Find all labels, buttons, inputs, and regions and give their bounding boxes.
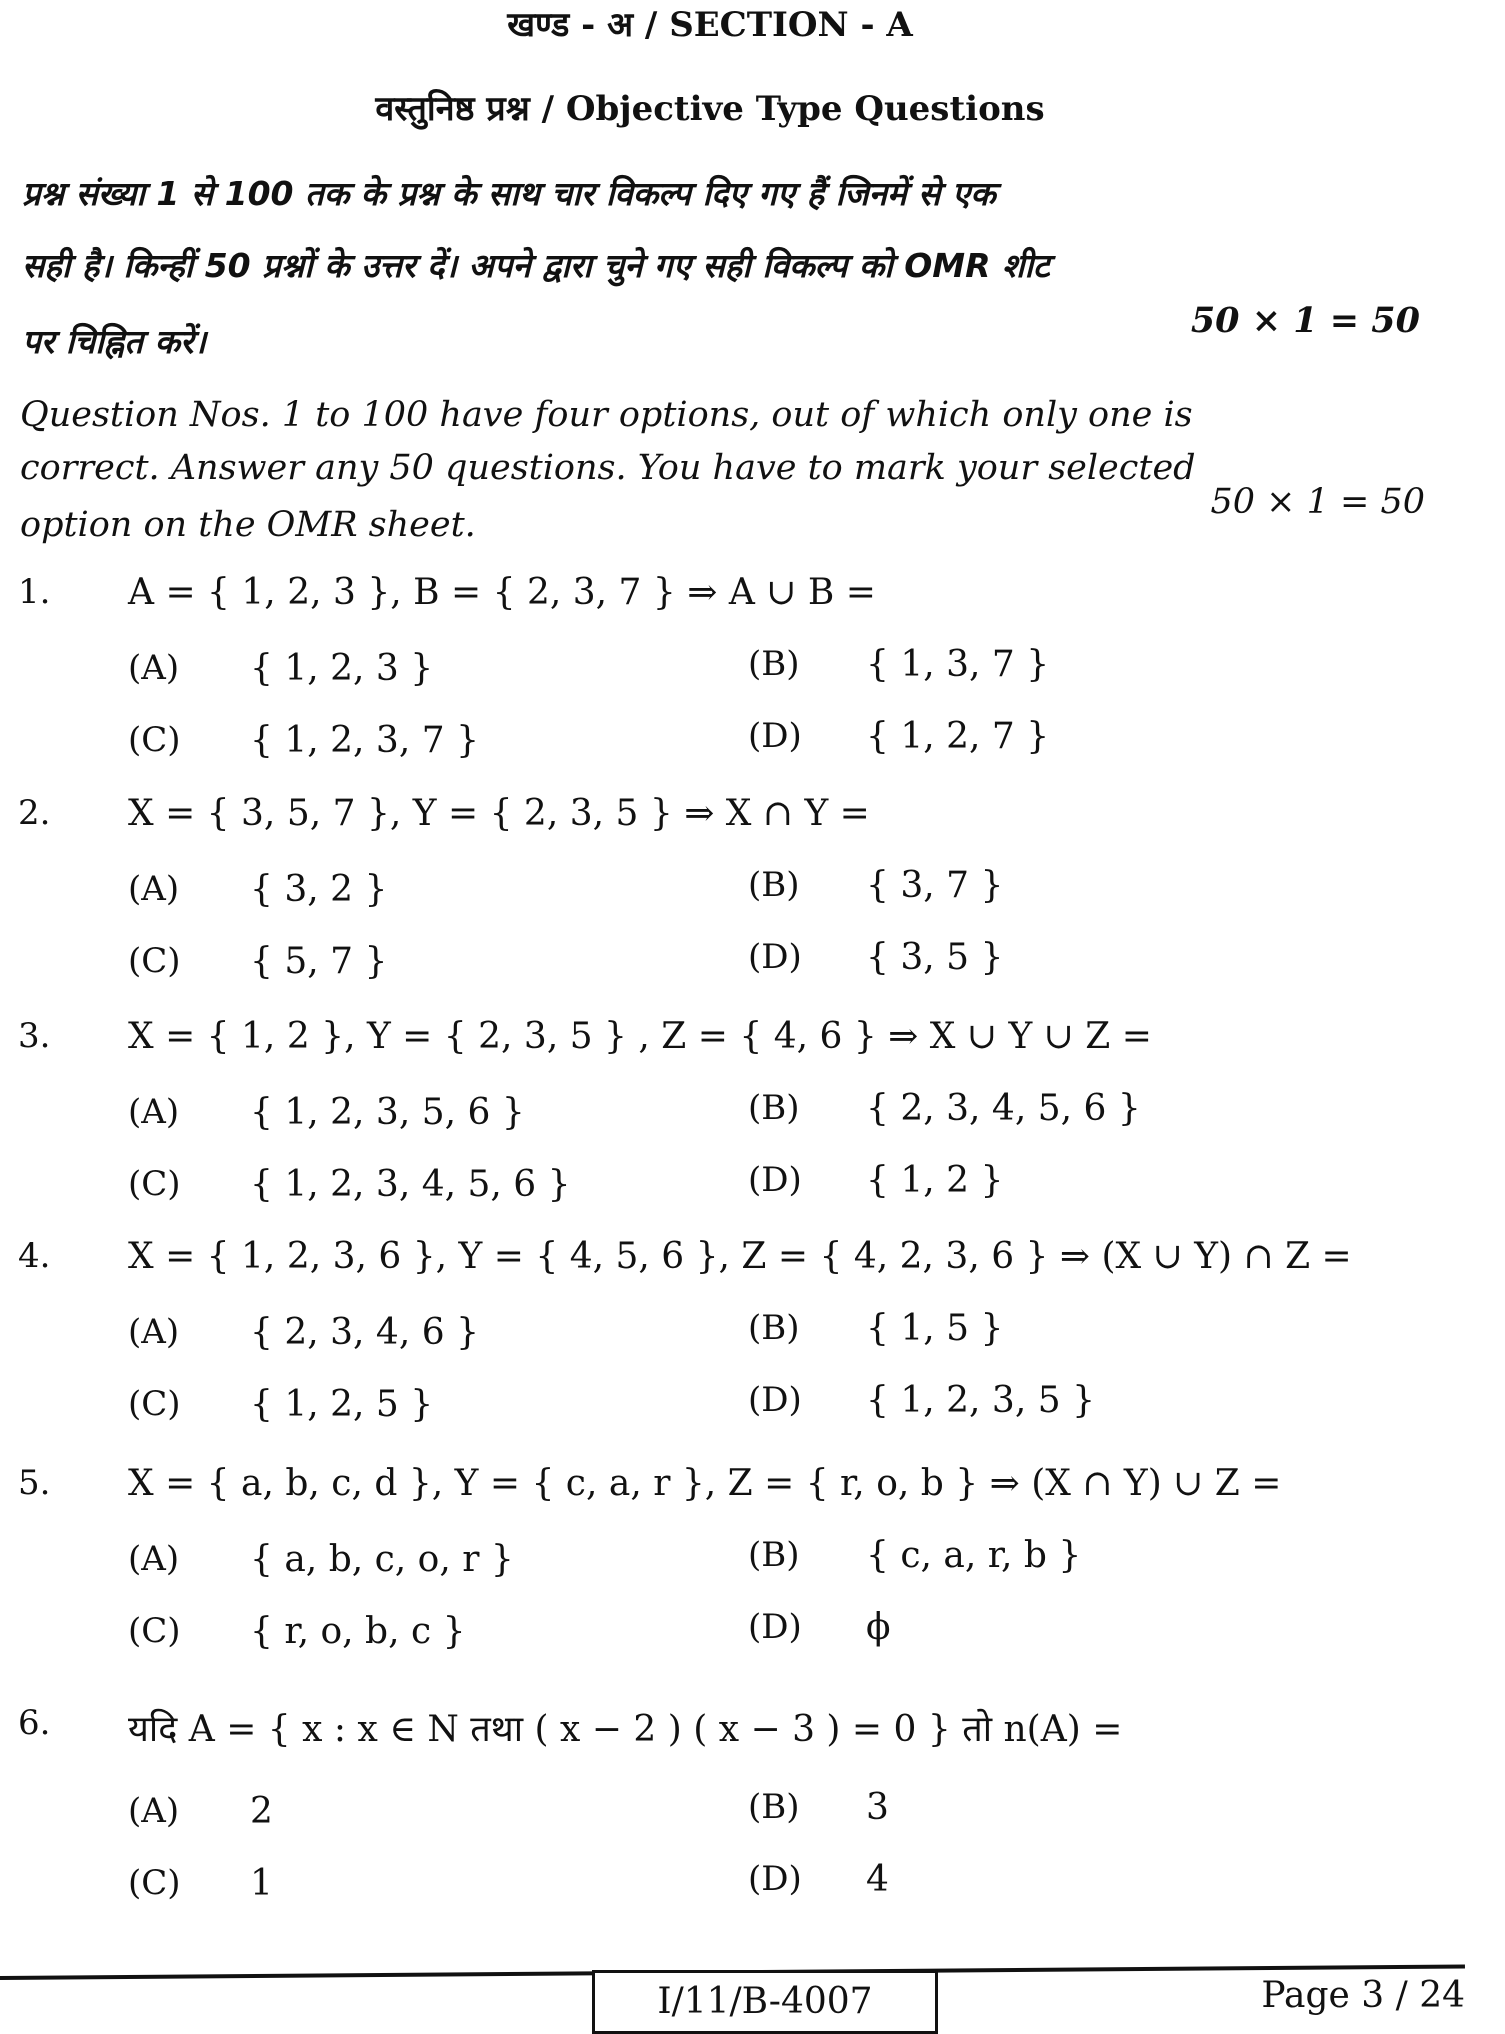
question-stem: यदि A = { x : x ∈ N तथा ( x − 2 ) ( x − 3 ) = 0 } तो n(A) = xyxy=(128,1709,1123,1750)
option-text: { 1, 2, 3, 5 } xyxy=(866,1380,1095,1421)
option-text: { 3, 7 } xyxy=(866,865,1004,906)
option-text: 1 xyxy=(250,1863,273,1904)
question-stem: X = { 1, 2, 3, 6 }, Y = { 4, 5, 6 }, Z = { 4, 2, 3, 6 } ⇒ (X ∪ Y) ∩ Z = xyxy=(128,1236,1352,1277)
option-text: { 1, 2, 5 } xyxy=(250,1384,434,1425)
option-label: (C) xyxy=(128,1611,181,1651)
option-text: { 5, 7 } xyxy=(250,941,388,982)
option-label: (A) xyxy=(128,1539,180,1579)
option-label: (A) xyxy=(128,648,180,688)
option-text: 3 xyxy=(866,1787,889,1828)
option-label: (D) xyxy=(748,1160,802,1200)
option-label: (A) xyxy=(128,1791,180,1831)
option-label: (C) xyxy=(128,720,181,760)
question-number: 6. xyxy=(18,1703,51,1743)
option-text: { 1, 3, 7 } xyxy=(866,644,1050,685)
question-stem: X = { 1, 2 }, Y = { 2, 3, 5 } , Z = { 4, 6 } ⇒ X ∪ Y ∪ Z = xyxy=(128,1016,1152,1057)
option-label: (B) xyxy=(748,1787,800,1827)
question-number: 1. xyxy=(18,572,51,612)
option-label: (D) xyxy=(748,937,802,977)
question-number: 5. xyxy=(18,1463,51,1503)
option-label: (B) xyxy=(748,1535,800,1575)
option-text: { 3, 2 } xyxy=(250,869,388,910)
option-label: (B) xyxy=(748,1088,800,1128)
option-text: ϕ xyxy=(866,1607,891,1648)
question-number: 2. xyxy=(18,793,51,833)
option-label: (D) xyxy=(748,716,802,756)
option-label: (B) xyxy=(748,865,800,905)
option-label: (C) xyxy=(128,1384,181,1424)
option-label: (D) xyxy=(748,1859,802,1899)
option-text: { 1, 2, 3, 5, 6 } xyxy=(250,1092,525,1133)
option-label: (C) xyxy=(128,941,181,981)
question-stem: A = { 1, 2, 3 }, B = { 2, 3, 7 } ⇒ A ∪ B = xyxy=(128,572,876,613)
option-text: { 2, 3, 4, 6 } xyxy=(250,1312,479,1353)
english-marks: 50 × 1 = 50 xyxy=(1210,482,1425,522)
option-label: (D) xyxy=(748,1607,802,1647)
option-text: 4 xyxy=(866,1859,889,1900)
option-label: (A) xyxy=(128,1312,180,1352)
question-stem: X = { 3, 5, 7 }, Y = { 2, 3, 5 } ⇒ X ∩ Y = xyxy=(128,793,870,834)
question-stem: X = { a, b, c, d }, Y = { c, a, r }, Z = { r, o, b } ⇒ (X ∩ Y) ∪ Z = xyxy=(128,1463,1282,1504)
question-number: 3. xyxy=(18,1016,51,1056)
option-text: { r, o, b, c } xyxy=(250,1611,466,1652)
hindi-instruction-line: प्रश्न संख्या 1 से 100 तक के प्रश्न के साथ चार विकल्प दिए गए हैं जिनमें से एक xyxy=(22,174,996,213)
english-instruction-line: Question Nos. 1 to 100 have four options, out of which only one is xyxy=(20,395,1193,435)
english-instruction-line: correct. Answer any 50 questions. You have to mark your selected xyxy=(20,448,1196,488)
option-text: { 1, 2, 3 } xyxy=(250,648,434,689)
hindi-marks: 50 × 1 = 50 xyxy=(1190,300,1420,341)
question-number: 4. xyxy=(18,1236,51,1276)
option-text: { 1, 2, 7 } xyxy=(866,716,1050,757)
paper-code: I/11/B-4007 xyxy=(592,1970,938,2034)
option-text: { 1, 2 } xyxy=(866,1160,1004,1201)
option-label: (A) xyxy=(128,1092,180,1132)
hindi-instruction-line: पर चिह्नित करें। xyxy=(22,322,206,361)
option-label: (C) xyxy=(128,1863,181,1903)
option-label: (B) xyxy=(748,644,800,684)
option-label: (D) xyxy=(748,1380,802,1420)
option-label: (B) xyxy=(748,1308,800,1348)
hindi-instruction-line: सही है। किन्हीं 50 प्रश्नों के उत्तर दें। अपने द्वारा चुने गए सही विकल्प को OMR शीट xyxy=(22,246,1050,285)
option-text: { 1, 2, 3, 7 } xyxy=(250,720,479,761)
english-instruction-line: option on the OMR sheet. xyxy=(20,505,476,545)
page-number: Page 3 / 24 xyxy=(1261,1975,1465,2016)
section-subtitle: वस्तुनिष्ठ प्रश्न / Objective Type Questions xyxy=(375,89,1045,129)
option-text: { 3, 5 } xyxy=(866,937,1004,978)
option-text: { 2, 3, 4, 5, 6 } xyxy=(866,1088,1141,1129)
option-label: (A) xyxy=(128,869,180,909)
option-text: { a, b, c, o, r } xyxy=(250,1539,514,1580)
option-text: { 1, 2, 3, 4, 5, 6 } xyxy=(250,1164,571,1205)
option-text: { 1, 5 } xyxy=(866,1308,1004,1349)
option-text: { c, a, r, b } xyxy=(866,1535,1082,1576)
option-text: 2 xyxy=(250,1791,273,1832)
section-heading: खण्ड - अ / SECTION - A xyxy=(507,5,913,45)
option-label: (C) xyxy=(128,1164,181,1204)
